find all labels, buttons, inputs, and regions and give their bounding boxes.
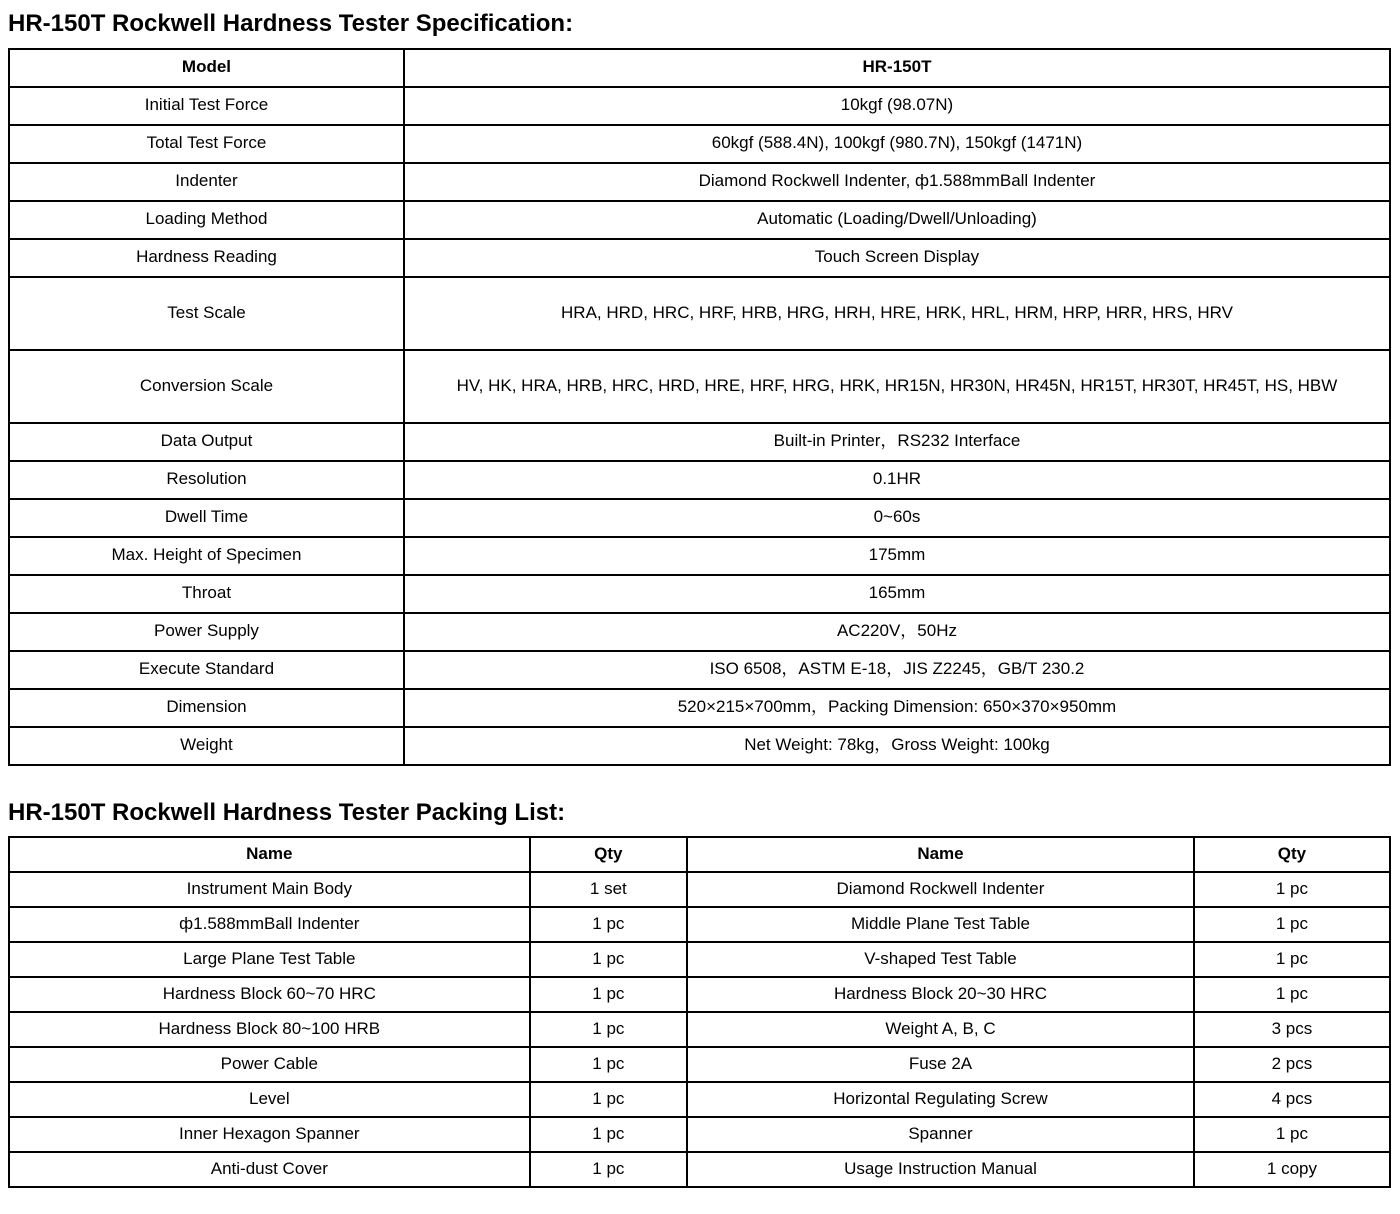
spec-row-label: Dwell Time [9, 499, 404, 537]
spec-row [9, 277, 1390, 350]
spec-row-label: Dimension [9, 689, 404, 727]
packing-row [9, 1082, 1390, 1117]
packing-qty-cell: 1 copy [1194, 1152, 1390, 1187]
spec-row [9, 461, 1390, 499]
packing-name-cell: Instrument Main Body [9, 872, 530, 907]
spec-section-title: HR-150T Rockwell Hardness Tester Specification: [8, 10, 574, 37]
spec-header-row [9, 49, 1390, 87]
spec-row [9, 87, 1390, 125]
packing-qty-cell: 4 pcs [1194, 1082, 1390, 1117]
spec-row-label: Indenter [9, 163, 404, 201]
packing-name-cell: Hardness Block 20~30 HRC [687, 977, 1194, 1012]
spec-row-value: AC220V，50Hz [404, 613, 1390, 651]
packing-name-cell: Fuse 2A [687, 1047, 1194, 1082]
packing-header-qty: Qty [530, 837, 687, 872]
packing-name-cell: Hardness Block 80~100 HRB [9, 1012, 530, 1047]
packing-qty-cell: 1 pc [530, 1117, 687, 1152]
packing-header-row [9, 837, 1390, 872]
spec-row-value: Net Weight: 78kg，Gross Weight: 100kg [404, 727, 1390, 765]
spec-header-value: HR-150T [404, 49, 1390, 87]
packing-qty-cell: 1 pc [1194, 942, 1390, 977]
packing-row [9, 942, 1390, 977]
spec-row-value: 0~60s [404, 499, 1390, 537]
spec-row [9, 575, 1390, 613]
packing-name-cell: Large Plane Test Table [9, 942, 530, 977]
spec-row [9, 423, 1390, 461]
spec-row [9, 350, 1390, 423]
spec-row-value: HV, HK, HRA, HRB, HRC, HRD, HRE, HRF, HRG, HRK, HR15N, HR30N, HR45N, HR15T, HR30T, HR45T, HS, HBW [404, 350, 1390, 423]
spec-row-value: Built-in Printer，RS232 Interface [404, 423, 1390, 461]
packing-qty-cell: 1 pc [530, 907, 687, 942]
spec-row-value: 60kgf (588.4N), 100kgf (980.7N), 150kgf (1471N) [404, 125, 1390, 163]
packing-qty-cell: 1 pc [530, 977, 687, 1012]
spec-header-label: Model [9, 49, 404, 87]
packing-row [9, 1047, 1390, 1082]
spec-row-label: Test Scale [9, 277, 404, 350]
spec-row-value: ISO 6508，ASTM E-18，JIS Z2245，GB/T 230.2 [404, 651, 1390, 689]
spec-row-value: 0.1HR [404, 461, 1390, 499]
packing-name-cell: Power Cable [9, 1047, 530, 1082]
packing-qty-cell: 3 pcs [1194, 1012, 1390, 1047]
spec-row-label: Max. Height of Specimen [9, 537, 404, 575]
packing-qty-cell: 1 pc [1194, 907, 1390, 942]
spec-row-value: 165mm [404, 575, 1390, 613]
packing-name-cell: Inner Hexagon Spanner [9, 1117, 530, 1152]
spec-row-label: Weight [9, 727, 404, 765]
spec-row [9, 239, 1390, 277]
spec-row [9, 201, 1390, 239]
packing-row [9, 907, 1390, 942]
spec-row [9, 163, 1390, 201]
spec-row-value: Touch Screen Display [404, 239, 1390, 277]
packing-name-cell: V-shaped Test Table [687, 942, 1194, 977]
packing-qty-cell: 1 pc [1194, 977, 1390, 1012]
packing-qty-cell: 1 pc [530, 1152, 687, 1187]
packing-qty-cell: 1 pc [1194, 1117, 1390, 1152]
spec-row [9, 499, 1390, 537]
spec-row-label: Power Supply [9, 613, 404, 651]
spec-table [8, 48, 1391, 766]
spec-row-value: 10kgf (98.07N) [404, 87, 1390, 125]
packing-row [9, 872, 1390, 907]
packing-name-cell: Usage Instruction Manual [687, 1152, 1194, 1187]
packing-section-title: HR-150T Rockwell Hardness Tester Packing List: [8, 798, 566, 826]
packing-name-cell: Horizontal Regulating Screw [687, 1082, 1194, 1117]
spec-row-label: Initial Test Force [9, 87, 404, 125]
spec-row-label: Hardness Reading [9, 239, 404, 277]
packing-header-name: Name [687, 837, 1194, 872]
spec-row-value: 175mm [404, 537, 1390, 575]
packing-header-qty: Qty [1194, 837, 1390, 872]
packing-header-name: Name [9, 837, 530, 872]
spec-row [9, 689, 1390, 727]
packing-qty-cell: 1 pc [530, 942, 687, 977]
spec-row-value: Automatic (Loading/Dwell/Unloading) [404, 201, 1390, 239]
spec-row [9, 727, 1390, 765]
packing-row [9, 1012, 1390, 1047]
packing-name-cell: Weight A, B, C [687, 1012, 1194, 1047]
packing-qty-cell: 2 pcs [1194, 1047, 1390, 1082]
spec-row [9, 613, 1390, 651]
packing-name-cell: Hardness Block 60~70 HRC [9, 977, 530, 1012]
packing-qty-cell: 1 pc [530, 1047, 687, 1082]
packing-name-cell: Anti-dust Cover [9, 1152, 530, 1187]
packing-qty-cell: 1 pc [1194, 872, 1390, 907]
spec-row-label: Resolution [9, 461, 404, 499]
packing-row [9, 1117, 1390, 1152]
spec-row-value: Diamond Rockwell Indenter, ф1.588mmBall Indenter [404, 163, 1390, 201]
spec-row [9, 537, 1390, 575]
spec-row-label: Conversion Scale [9, 350, 404, 423]
packing-name-cell: Middle Plane Test Table [687, 907, 1194, 942]
spec-row [9, 125, 1390, 163]
packing-qty-cell: 1 pc [530, 1012, 687, 1047]
spec-row-value: HRA, HRD, HRC, HRF, HRB, HRG, HRH, HRE, HRK, HRL, HRM, HRP, HRR, HRS, HRV [404, 277, 1390, 350]
packing-table [8, 836, 1391, 1188]
spec-row-label: Loading Method [9, 201, 404, 239]
spec-row [9, 651, 1390, 689]
packing-qty-cell: 1 set [530, 872, 687, 907]
spec-row-label: Total Test Force [9, 125, 404, 163]
spec-row-label: Data Output [9, 423, 404, 461]
packing-name-cell: ф1.588mmBall Indenter [9, 907, 530, 942]
spec-row-label: Execute Standard [9, 651, 404, 689]
spec-row-label: Throat [9, 575, 404, 613]
spec-row-value: 520×215×700mm，Packing Dimension: 650×370×950mm [404, 689, 1390, 727]
packing-row [9, 1152, 1390, 1187]
packing-qty-cell: 1 pc [530, 1082, 687, 1117]
packing-name-cell: Spanner [687, 1117, 1194, 1152]
packing-row [9, 977, 1390, 1012]
packing-name-cell: Diamond Rockwell Indenter [687, 872, 1194, 907]
packing-name-cell: Level [9, 1082, 530, 1117]
